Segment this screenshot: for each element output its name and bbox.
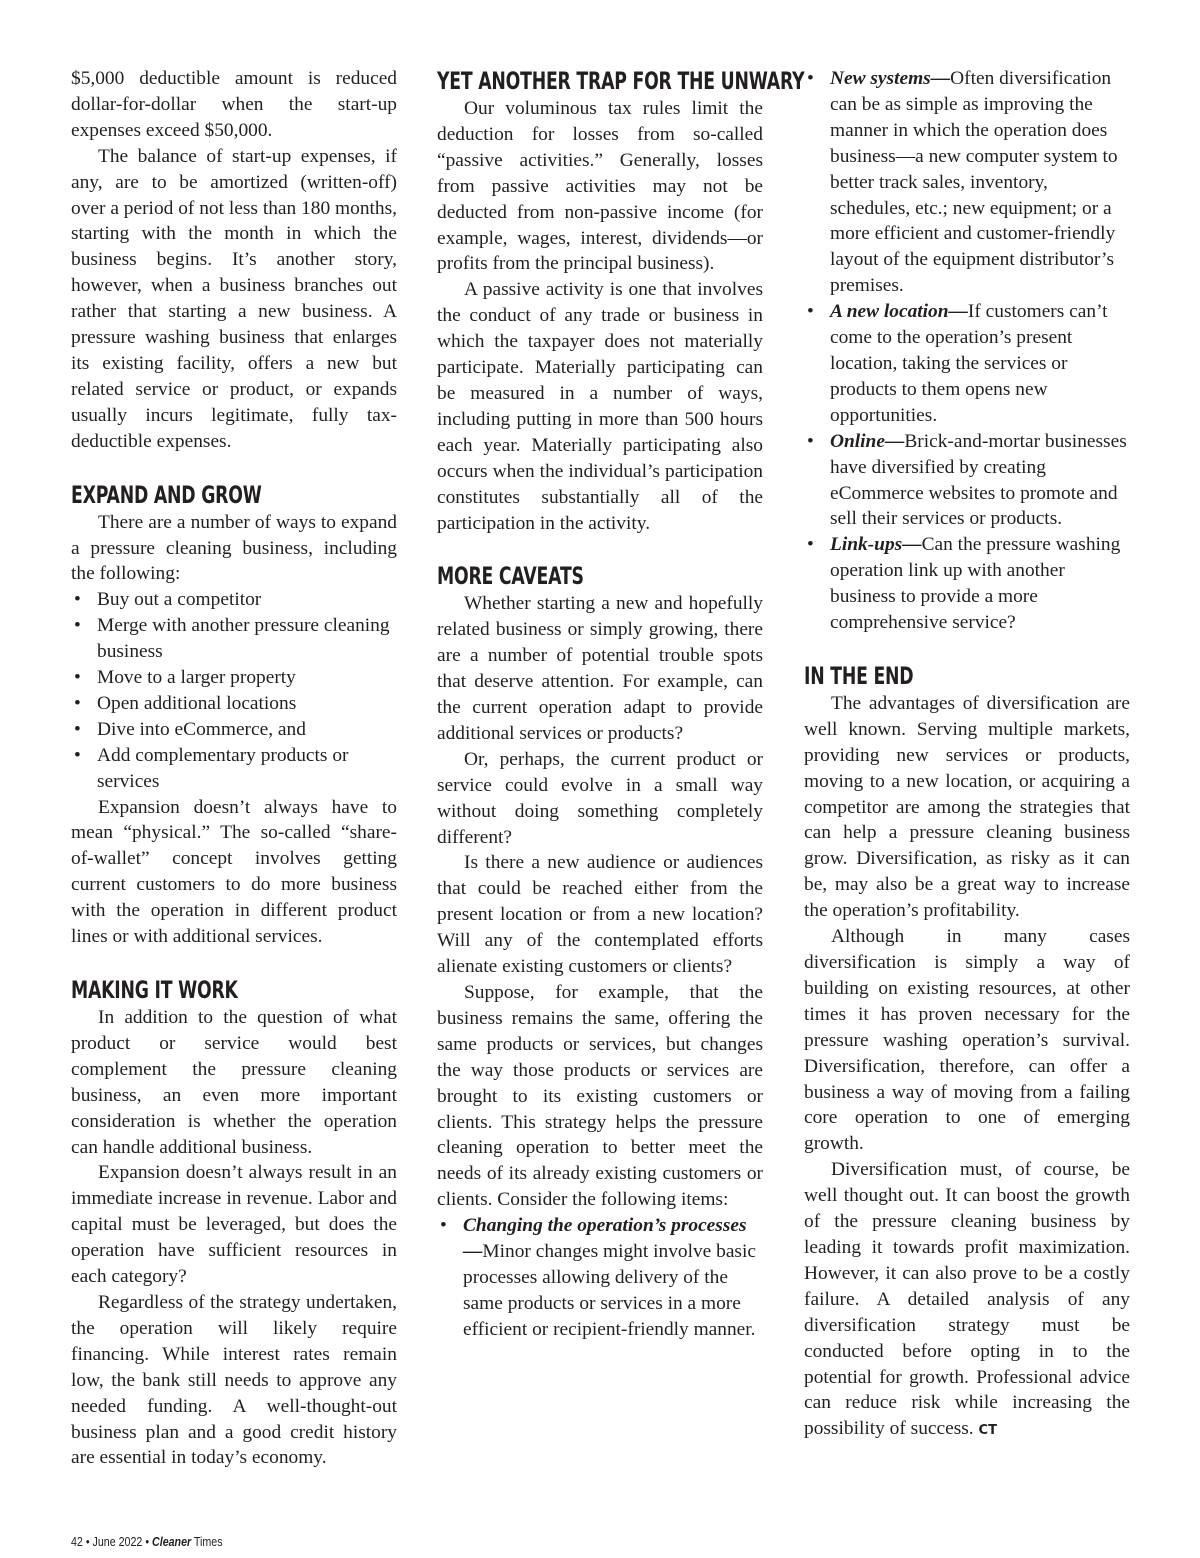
list-item-title: Online— (830, 430, 905, 452)
paragraph: Or, perhaps, the current product or service could evolve in a small way without doing something completely different? (437, 748, 763, 848)
paragraph: Expansion doesn’t always have to mean “physical.” The so-called “share-of-wallet” concept involves getting current customers to do more business with the operation in different product lines or with additional services. (71, 796, 397, 948)
list-item-title: Link-ups— (830, 534, 922, 556)
paragraph: Expansion doesn’t always result in an immediate increase in revenue. Labor and capital must be leveraged, but does the operation have sufficient resources in each category? (71, 1162, 397, 1288)
paragraph (804, 1157, 1130, 1444)
column-1 (71, 66, 397, 1471)
list-item-text: Minor changes might involve basic processes allowing delivery of the same products or services in a more efficient or recipient-friendly manner. (463, 1241, 756, 1340)
list-item: • Dive into eCommerce, and (71, 717, 397, 743)
paragraph: Suppose, for example, that the business remains the same, offering the same products or services, but changes the way those products or services are brought to its existing customers or clients. This strategy helps the pressure cleaning operation to better meet the needs of its already existing customers or clients. Consider the following items: (437, 982, 763, 1211)
paragraph: Whether starting a new and hopefully related business or simply growing, there are a number of potential trouble spots that deserve attention. For example, can the current operation adapt to provide additional services or products? (437, 593, 763, 744)
paragraph: The balance of start-up expenses, if any, are to be amortized (written-off) over a period of not less than 180 months, starting with the month in which the business begins. It’s another story, however, when a business branches out rather that starting a new business. A pressure washing business that enlarges its existing facility, offers a new but related service or product, or expands usually incurs legitimate, fully tax-deductible expenses. (71, 145, 397, 452)
paragraph: In addition to the question of what product or service would best complement the pressure cleaning business, an even more important consideration is whether the operation can handle additional business. (71, 1007, 397, 1158)
separator: • (145, 1534, 150, 1549)
issue-date: June 2022 (92, 1534, 143, 1549)
paragraph: $5,000 deductible amount is reduced dollar-for-dollar when the start-up expenses exceed $50,000. (71, 68, 397, 141)
list-item: • Buy out a competitor (71, 587, 397, 613)
list-item (804, 532, 1130, 636)
paragraph: There are a number of ways to expand a pressure cleaning business, including the following: (71, 511, 397, 585)
expansion-list (71, 587, 397, 794)
list-item-text: Often diversification can be as simple as improving the manner in which the operation does business—a new computer system to better track sales, inventory, schedules, etc.; new equipment; or a more efficient and customer-friendly layout of the equipment distributor’s premises. (830, 68, 1118, 297)
list-item (804, 66, 1130, 299)
list-item (804, 429, 1130, 533)
paragraph: Is there a new audience or audiences that could be reached either from the present location or from a new location? Will any of the contemplated efforts alienate existing customers or clients? (437, 852, 763, 978)
heading-in-the-end: IN THE END (804, 661, 914, 690)
list-item-text: Brick-and-mortar businesses have diversified by creating eCommerce websites to promote and sell their services or products. (830, 430, 1127, 530)
list-item: • Move to a larger property (71, 665, 397, 691)
list-item: • Open additional locations (71, 691, 397, 717)
paragraph: The advantages of diversification are well known. Serving multiple markets, providing new services or products, moving to a new location, or acquiring a competitor are among the strategies that can help a pressure cleaning business grow. Diversification, as risky as it can be, may also be a great way to increase the operation’s profitability. (804, 692, 1130, 922)
paragraph: Our voluminous tax rules limit the deduction for losses from so-called “passive activities.” Generally, losses from passive activities may not be deducted from non-passive income (for example, wages, interest, dividends—or profits from the principal business). (437, 98, 763, 275)
heading-expand-and-grow: EXPAND AND GROW (71, 480, 262, 509)
heading-yet-another-trap: YET ANOTHER TRAP FOR THE UNWARY (437, 67, 805, 95)
list-item (437, 1213, 763, 1343)
magazine-name-second: Times (193, 1534, 223, 1549)
paragraph: A passive activity is one that involves the conduct of any trade or business in which the taxpayer does not materially participate. Materially participating can be measured in a number of ways, including putting in more than 500 hours each year. Materially participating also occurs when the individual’s participation constitutes substantially all of the participation in the activity. (437, 279, 763, 534)
paragraph-text: Diversification must, of course, be well thought out. It can boost the growth of the pressure cleaning business by leading it towards profit maximization. However, it can also prove to be a costly failure. A detailed analysis of any diversification strategy must be conducted before opting in to the potential for growth. Professional advice can reduce risk while increasing the possibility of success. (804, 1159, 1130, 1440)
items-list (437, 1213, 763, 1343)
list-item (804, 299, 1130, 429)
page-footer (71, 1534, 223, 1550)
heading-more-caveats: MORE CAVEATS (437, 562, 584, 591)
items-list (804, 66, 1130, 636)
column-3 (804, 66, 1130, 1444)
list-item-title: Changing the operation’s processes— (463, 1215, 747, 1263)
page-number: 42 (71, 1534, 83, 1549)
list-item-title: A new location— (830, 301, 968, 323)
heading-making-it-work: MAKING IT WORK (71, 976, 238, 1004)
list-item-text: If customers can’t come to the operation’s present location, taking the services or products to them opens new opportunities. (830, 301, 1108, 426)
end-mark: CT (978, 1423, 997, 1439)
list-item-text: Can the pressure washing operation link up with another business to provide a more comprehensive service? (830, 534, 1121, 634)
paragraph: Regardless of the strategy undertaken, the operation will likely require financing. While interest rates remain low, the bank still needs to approve any needed funding. A well-thought-out business plan and a good credit history are essential in today’s economy. (71, 1291, 397, 1469)
list-item: • Merge with another pressure cleaning business (71, 613, 397, 665)
separator: • (85, 1534, 90, 1549)
column-2 (437, 66, 805, 1343)
magazine-name-first: Cleaner (152, 1534, 192, 1549)
paragraph: Although in many cases diversification is simply a way of building on existing resources, at other times it has proven necessary for the pressure washing operation’s survival. Diversification, therefore, can offer a business a way of moving from a failing core operation to one of emerging growth. (804, 926, 1130, 1155)
list-item: • Add complementary products or services (71, 743, 397, 795)
list-item-title: New systems— (830, 68, 951, 89)
